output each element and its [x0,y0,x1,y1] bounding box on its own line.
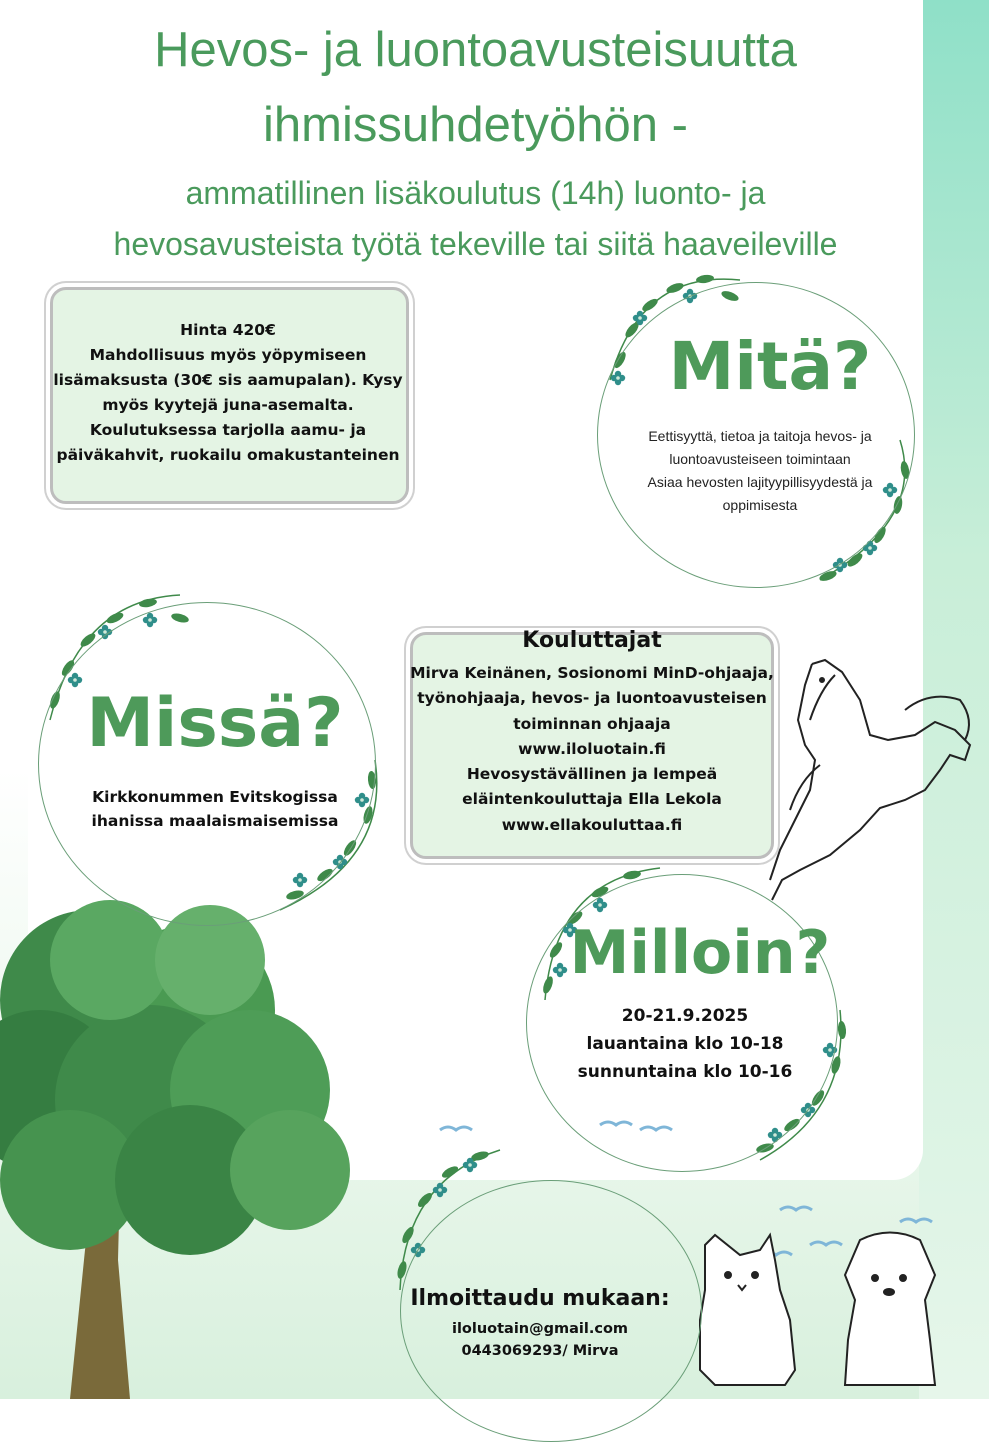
title-line-1: Hevos- ja luontoavusteisuutta [154,23,797,77]
trainers-line: Mirva Keinänen, Sosionomi MinD-ohjaaja, [410,664,774,682]
title-line-2: ihmissuhdetyöhön - [263,98,688,152]
signup-heading: Ilmoittaudu mukaan: [410,1286,670,1311]
trainers-link[interactable]: www.iloluotain.fi [518,739,666,758]
mita-line: Eettisyyttä, tietoa ja taitoja hevos- ja [648,428,872,444]
milloin-heading: Milloin? [569,918,831,988]
missa-line: Kirkkonummen Evitskogissa [92,788,338,806]
trainers-link[interactable]: www.ellakouluttaa.fi [501,815,683,834]
trainers-line: toiminnan ohjaaja [513,714,671,733]
signup-contact [400,1318,680,1362]
price-line: Koulutuksessa tarjolla aamu- ja [89,421,367,439]
signup-circle [400,1180,702,1442]
milloin-line: lauantaina klo 10-18 [586,1034,784,1054]
missa-circle [38,602,376,926]
signup-email[interactable]: iloluotain@gmail.com [451,1321,629,1337]
price-line: Hinta 420€ [180,321,276,339]
cat-icon [700,1235,795,1385]
price-line: päiväkahvit, ruokailu omakustanteinen [56,446,400,464]
subtitle-line-2: hevosavusteista työtä tekeville tai siitä haaveileville [113,226,838,262]
mita-line: luontoavusteiseen toimintaan [669,451,851,467]
trainers-line: eläintenkouluttaja Ella Lekola [462,790,722,809]
trainers-info [404,661,780,838]
milloin-schedule [540,1002,830,1086]
milloin-line: sunnuntaina klo 10-16 [577,1062,793,1082]
price-line: Mahdollisuus myös yöpymiseen [89,346,367,364]
trainers-line: työnohjaaja, hevos- ja luontoavusteisen [417,689,767,708]
missa-line: ihanissa maalaismaisemissa [91,812,339,830]
horse-icon [770,660,970,900]
tree-icon [0,900,350,1399]
missa-heading: Missä? [86,684,344,763]
price-line: lisämaksusta (30€ sis aamupalan). Kysy [53,371,403,389]
price-info [50,318,406,468]
price-line: myös kyytejä juna-asemalta. [102,396,354,414]
milloin-line: 20-21.9.2025 [621,1006,749,1026]
trainers-heading: Kouluttajat [522,628,662,653]
mita-heading: Mitä? [668,328,872,405]
trainers-line: Hevosystävällinen ja lempeä [466,765,718,784]
missa-description [60,785,370,833]
signup-phone[interactable]: 0443069293/ Mirva [461,1343,619,1359]
mita-description [615,425,905,517]
mita-line: oppimisesta [722,497,798,513]
subtitle-line-1: ammatillinen lisäkoulutus (14h) luonto- ja [185,175,766,211]
mita-line: Asiaa hevosten lajityypillisyydestä ja [647,474,873,490]
dog-icon [845,1233,935,1386]
